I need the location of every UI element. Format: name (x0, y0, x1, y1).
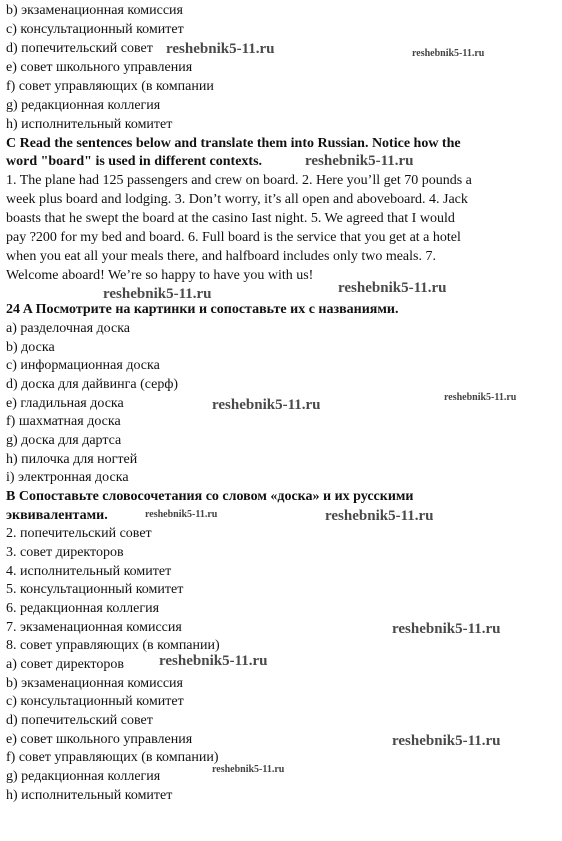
list-item: g) редакционная коллегия (6, 769, 161, 784)
watermark: reshebnik5-11.ru (444, 392, 517, 403)
watermark: reshebnik5-11.ru (212, 397, 321, 413)
list-item: e) гладильная доска (6, 396, 124, 411)
list-item: a) разделочная доска (6, 321, 131, 336)
list-item: f) совет управляющих (в компании) (6, 750, 219, 765)
paragraph-line: boasts that he swept the board at the casino Iast night. 5. We agreed that I would (6, 211, 455, 226)
paragraph-line: when you eat all your meals there, and halfboard includes only two meals. 7. (6, 249, 436, 264)
list-item: b) доска (6, 340, 55, 355)
watermark: reshebnik5-11.ru (325, 508, 434, 524)
list-item: 8. совет управляющих (в компании) (6, 638, 220, 653)
watermark: reshebnik5-11.ru (103, 286, 212, 302)
section-c-heading-cont: word "board" is used in different contexts. (6, 154, 263, 169)
list-item: g) доска для дартса (6, 433, 122, 448)
watermark: reshebnik5-11.ru (145, 509, 218, 520)
paragraph-line: Welcome aboard! We’re so happy to have you with us! (6, 268, 314, 283)
list-item: h) пилочка для ногтей (6, 452, 138, 467)
list-item: 6. редакционная коллегия (6, 601, 160, 616)
watermark: reshebnik5-11.ru (159, 653, 268, 669)
section-24a-heading: 24 A Посмотрите на картинки и сопоставьте их с названиями. (6, 302, 399, 317)
list-item: i) электронная доска (6, 470, 129, 485)
list-item: 7. экзаменационная комиссия (6, 620, 182, 635)
list-item: d) доска для дайвинга (серф) (6, 377, 179, 392)
paragraph-line: 1. The plane had 125 passengers and crew on board. 2. Here you’ll get 70 pounds a (6, 173, 472, 188)
list-item: c) информационная доска (6, 358, 160, 373)
list-item: f) совет управляющих (в компании (6, 79, 214, 94)
watermark: reshebnik5-11.ru (392, 621, 501, 637)
list-item: b) экзаменационная комиссия (6, 676, 183, 691)
watermark: reshebnik5-11.ru (392, 733, 501, 749)
list-item: a) совет директоров (6, 657, 124, 672)
list-item: 2. попечительский совет (6, 526, 152, 541)
list-item: c) консультационный комитет (6, 694, 184, 709)
paragraph-line: week plus board and lodging. 3. Don’t worry, it’s all open and aboveboard. 4. Jack (6, 192, 468, 207)
section-b-heading: B Сопоставьте словосочетания со словом «доска» и их русскими (6, 489, 414, 504)
section-b-heading-cont: эквивалентами. (6, 508, 108, 523)
list-item: b) экзаменационная комиссия (6, 3, 183, 18)
watermark: reshebnik5-11.ru (305, 153, 414, 169)
watermark: reshebnik5-11.ru (338, 280, 447, 296)
list-item: h) исполнительный комитет (6, 117, 173, 132)
list-item: g) редакционная коллегия (6, 98, 161, 113)
list-item: f) шахматная доска (6, 414, 121, 429)
list-item: 3. совет директоров (6, 545, 124, 560)
list-item: c) консультационный комитет (6, 22, 184, 37)
paragraph-line: pay ?200 for my bed and board. 6. Full board is the service that you get at a hotel (6, 230, 461, 245)
section-c-heading: C Read the sentences below and translate them into Russian. Notice how the (6, 136, 461, 151)
list-item: 4. исполнительный комитет (6, 564, 172, 579)
watermark: reshebnik5-11.ru (212, 764, 285, 775)
list-item: d) попечительский совет (6, 41, 153, 56)
list-item: d) попечительский совет (6, 713, 153, 728)
list-item: e) совет школьного управления (6, 732, 193, 747)
watermark: reshebnik5-11.ru (412, 48, 485, 59)
list-item: 5. консультационный комитет (6, 582, 184, 597)
list-item: h) исполнительный комитет (6, 788, 173, 803)
watermark: reshebnik5-11.ru (166, 41, 275, 57)
list-item: e) совет школьного управления (6, 60, 193, 75)
